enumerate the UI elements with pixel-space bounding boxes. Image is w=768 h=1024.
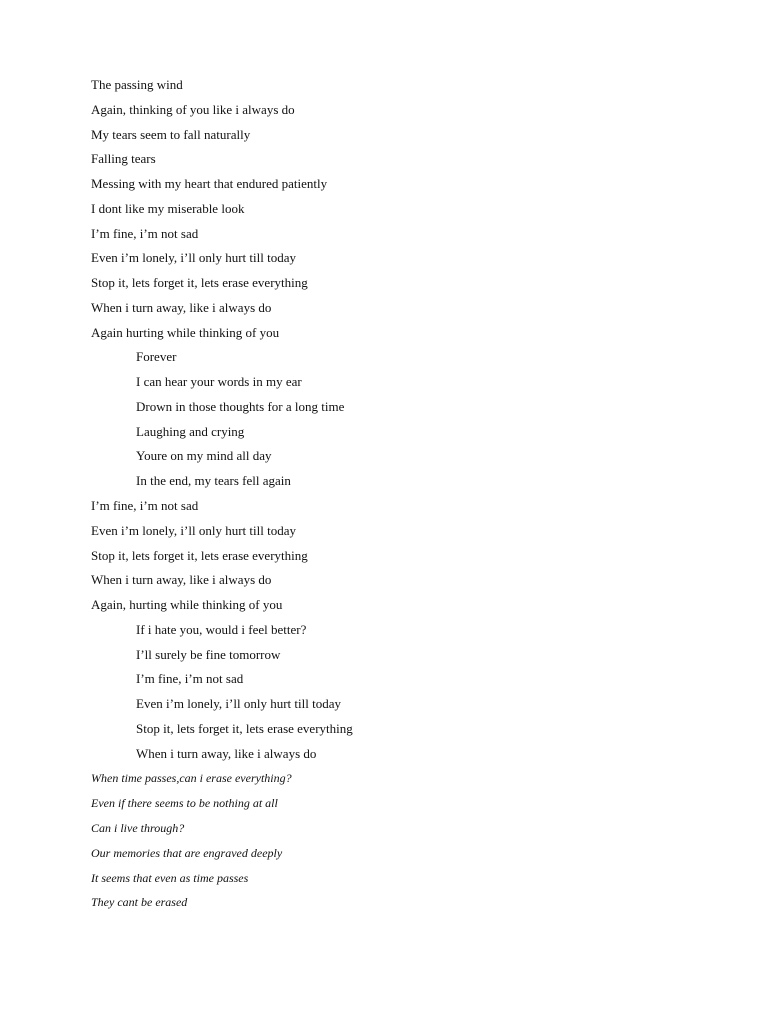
- lyric-line: Laughing and crying: [136, 423, 245, 439]
- lyric-line: If i hate you, would i feel better?: [136, 621, 307, 637]
- lyric-line: I’m fine, i’m not sad: [91, 225, 199, 241]
- lyric-line: Again, hurting while thinking of you: [91, 597, 283, 613]
- lyric-line: I dont like my miserable look: [91, 200, 245, 216]
- lyric-line: Our memories that are engraved deeply: [91, 845, 283, 860]
- lyric-line: Youre on my mind all day: [136, 448, 272, 464]
- lyric-line: When i turn away, like i always do: [91, 299, 272, 315]
- lyric-line: Again, thinking of you like i always do: [91, 101, 295, 117]
- lyric-line: I’ll surely be fine tomorrow: [136, 646, 281, 662]
- lyric-line: Even i’m lonely, i’ll only hurt till today: [91, 250, 296, 266]
- lyric-line: I’m fine, i’m not sad: [136, 671, 244, 687]
- lyric-line: I’m fine, i’m not sad: [91, 498, 199, 514]
- lyric-line: The passing wind: [91, 77, 183, 92]
- lyric-line: When time passes,can i erase everything?: [91, 771, 292, 786]
- lyric-line: They cant be erased: [91, 895, 188, 910]
- lyric-line: Even i’m lonely, i’ll only hurt till today: [91, 522, 296, 538]
- lyric-line: I can hear your words in my ear: [136, 374, 302, 390]
- lyric-line: Again hurting while thinking of you: [91, 324, 280, 340]
- lyric-line: Can i live through?: [91, 820, 185, 835]
- lyric-line: My tears seem to fall naturally: [91, 126, 251, 142]
- lyrics-body: [91, 75, 731, 917]
- lyric-line: When i turn away, like i always do: [136, 745, 317, 761]
- lyric-line: Even i’m lonely, i’ll only hurt till today: [136, 696, 341, 712]
- lyric-line: Stop it, lets forget it, lets erase everything: [136, 720, 353, 736]
- lyric-line: Stop it, lets forget it, lets erase everything: [91, 275, 308, 291]
- lyric-line: Even if there seems to be nothing at all: [91, 796, 278, 811]
- lyric-line: Stop it, lets forget it, lets erase everything: [91, 547, 308, 563]
- lyric-line: Forever: [136, 349, 177, 365]
- lyric-line: When i turn away, like i always do: [91, 572, 272, 588]
- lyric-line: Messing with my heart that endured patiently: [91, 176, 328, 192]
- lyric-line: It seems that even as time passes: [91, 870, 249, 885]
- lyric-line: Drown in those thoughts for a long time: [136, 398, 345, 414]
- lyric-line: In the end, my tears fell again: [136, 473, 291, 489]
- lyric-line: Falling tears: [91, 151, 156, 167]
